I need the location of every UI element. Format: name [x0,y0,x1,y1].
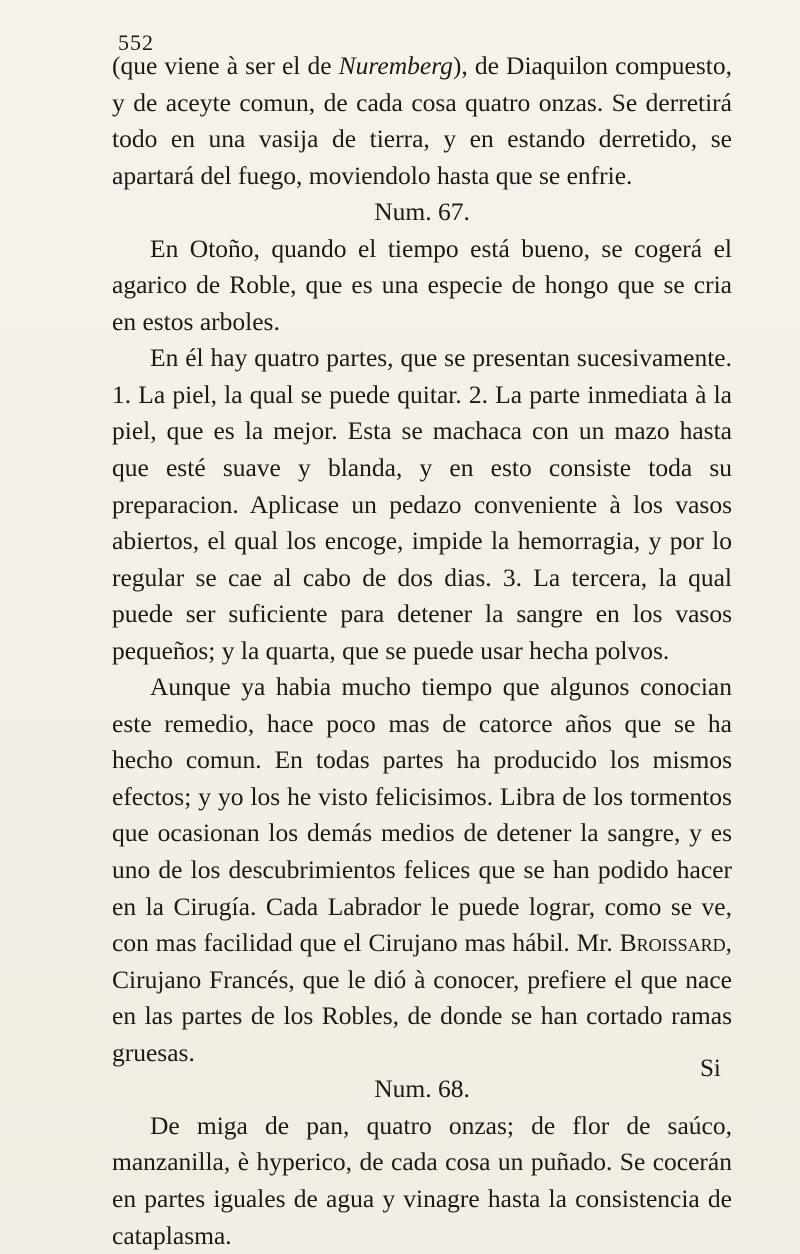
paragraph-5 [112,1108,732,1254]
page-number: 552 [118,30,154,55]
paragraph-2 [112,231,732,341]
text-segment: , Cirujano Francés, que le dió à conocer, prefiere el que nace en las partes de los Robles, de donde se han cortado ramas gruesas. [112,928,732,1067]
text-segment: ), de Diaquilon compuesto, y de aceyte comun, de cada cosa quatro onzas. Se derretirá todo en una vasija de tierra, y en estando derretido, se apartará del fuego, moviendolo hasta que se enfrie. [112,51,732,190]
page-body [112,48,732,1254]
text-segment: De miga de pan, quatro onzas; de flor de saúco, manzanilla, è hyperico, de cada cosa un puñado. Se cocerán en partes iguales de agua y vinagre hasta la consistencia de cataplasma. [112,1110,732,1250]
text-segment: Aunque ya habia mucho tiempo que algunos conocian este remedio, hace poco mas de catorce años que se ha hecho comun. En todas partes ha producido los mismos efectos; y yo los he visto felicisimos. Libra de los tormentos que ocasionan los demás medios de detener la sangre, y es uno de los descubrimientos felices que se han podido hacer en la Cirugía. Cada Labrador le puede lograr, como se ve, con mas facilidad que el Cirujano mas hábil. Mr. [112,672,732,958]
section-heading-67: Num. 67. [374,197,470,227]
catchword: Si [700,1055,721,1082]
italic-place-name: Nuremberg [338,51,453,80]
paragraph-4 [112,669,732,1071]
paragraph-3 [112,340,732,669]
text-segment: (que viene à ser el de [112,51,339,80]
text-segment: En él hay quatro partes, que se presentan sucesivamente. 1. La piel, la qual se puede quitar. 2. La parte inmediata à la piel, que es la mejor. Esta se machaca con un mazo hasta que esté suave y blanda, y en esto consiste toda su preparacion. Aplicase un pedazo conveniente à los vasos abiertos, el qual los encoge, impide la hemorragia, y por lo regular se cae al cabo de dos dias. 3. La tercera, la qual puede ser suficiente para detener la sangre en los vasos pequeños; y la quarta, que se puede usar hecha polvos. [112,343,732,665]
smallcaps-surname: Broissard [619,928,726,958]
section-heading-68: Num. 68. [374,1074,470,1104]
text-segment: En Otoño, quando el tiempo está bueno, se cogerá el agarico de Roble, que es una especie de hongo que se cria en estos arboles. [112,233,732,336]
paragraph-1 [112,48,732,194]
